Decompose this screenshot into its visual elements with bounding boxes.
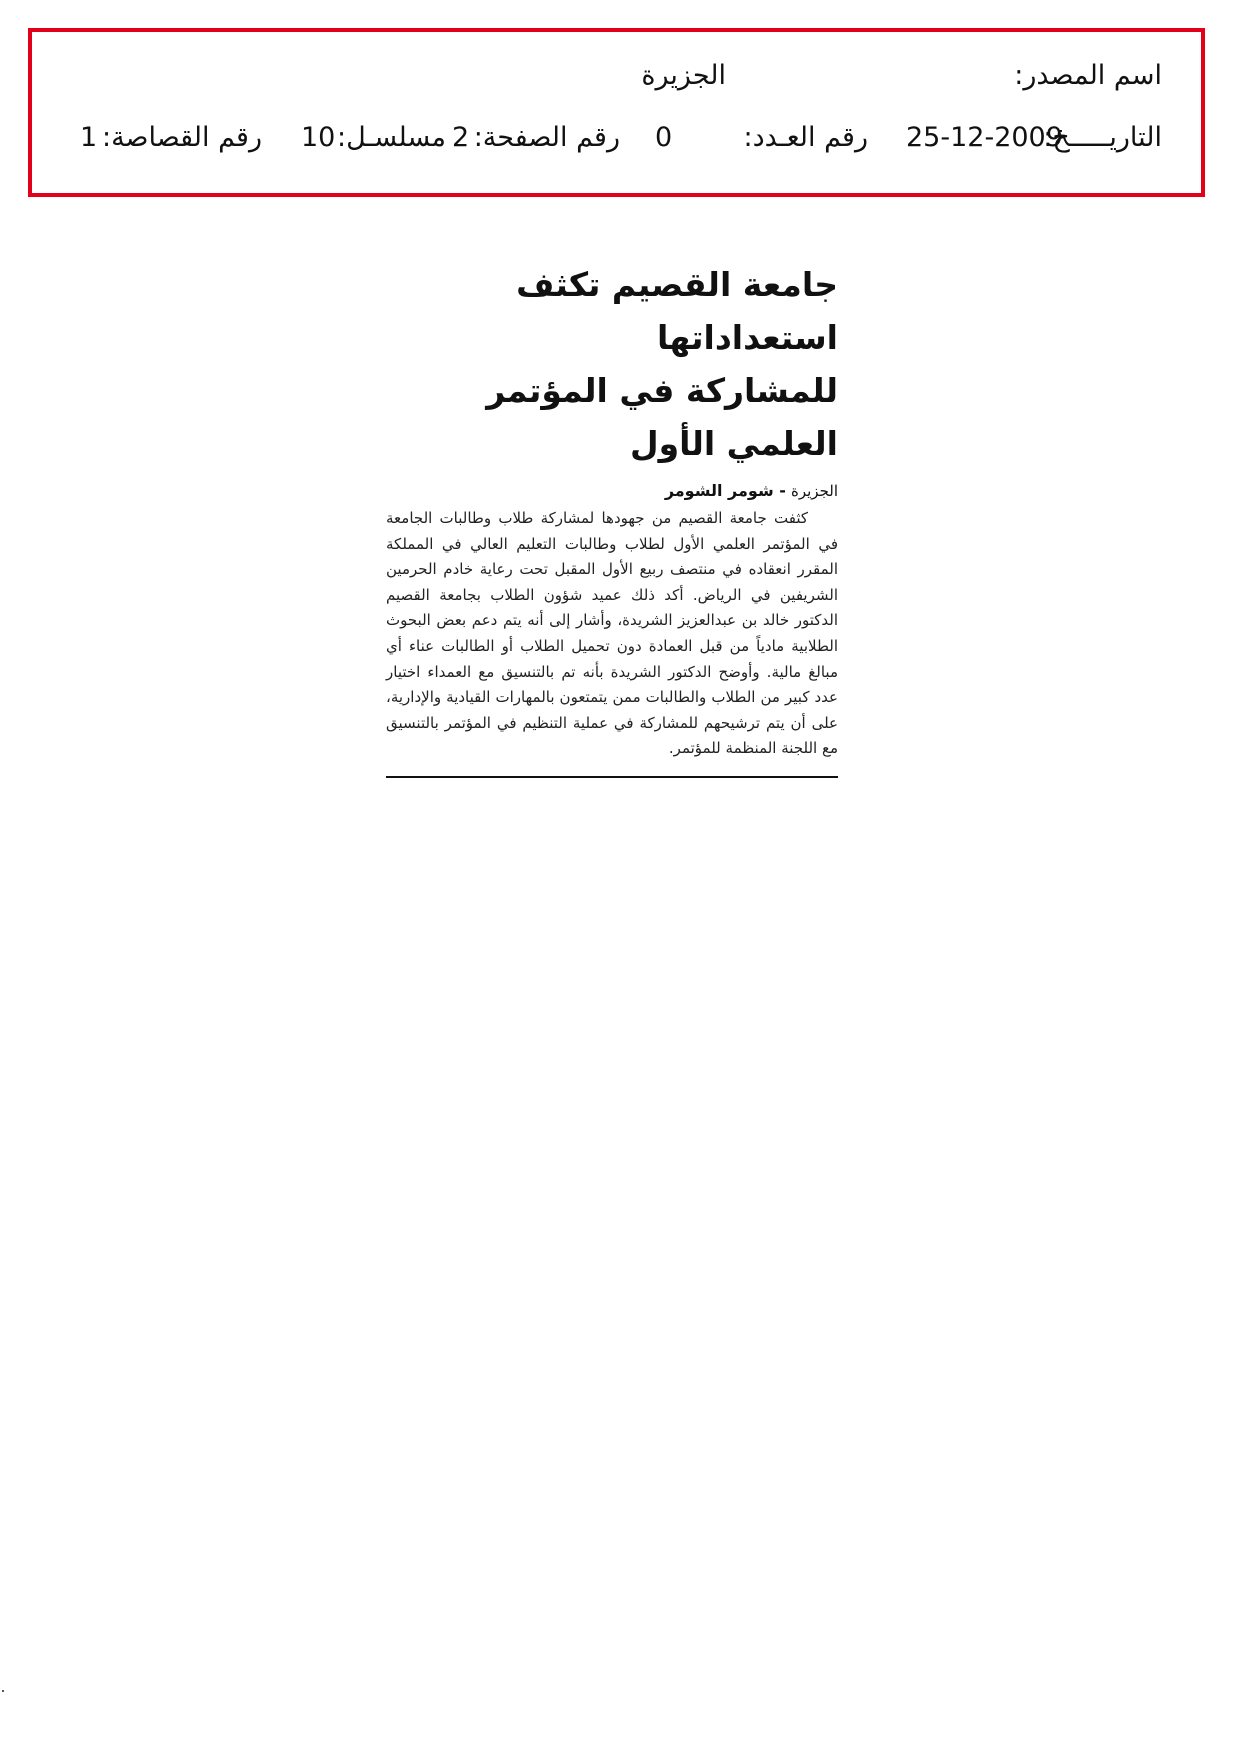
byline	[386, 480, 838, 502]
serial-label: مسلسـل:	[336, 122, 446, 153]
issue-label: رقم العـدد:	[743, 122, 868, 153]
clipping-header-box	[28, 28, 1205, 197]
headline-line-2: للمشاركة في المؤتمر العلمي الأول	[486, 371, 838, 463]
newspaper-logo: الجزيرة	[790, 482, 838, 500]
headline-line-1: جامعة القصيم تكثف استعداداتها	[516, 265, 838, 357]
source-value: الجزيرة	[641, 60, 726, 91]
headline	[386, 258, 838, 470]
scan-speck	[2, 1690, 4, 1692]
issue-value: 0	[655, 122, 673, 153]
date-value: 25-12-2009	[906, 122, 1063, 153]
article-end-rule	[386, 776, 838, 778]
article-body: كثفت جامعة القصيم من جهودها لمشاركة طلاب وطالبات الجامعة في المؤتمر العلمي الأول لطلاب وطالبات التعليم العالي في المملكة المقرر انعقاده في منتصف ربيع الأول المقبل تحت رعاية خادم الحرمين الشريفين في الرياض. أكد ذلك عميد شؤون الطلاب بجامعة القصيم الدكتور خالد بن عبدالعزيز الشريدة، وأشار إلى أنه يتم دعم بعض البحوث الطلابية مادياً من قبل العمادة دون تحميل الطلاب أو الطالبات عناء أي مبالغ مالية. وأوضح الدكتور الشريدة بأنه تم بالتنسيق مع العمداء اختيار عدد كبير من الطلاب والطالبات ممن يتمتعون بالمهارات القيادية والإدارية، على أن يتم ترشيحهم للمشاركة في عملية التنظيم في المؤتمر بالتنسيق مع اللجنة المنظمة للمؤتمر.	[386, 509, 838, 758]
clip-label: رقم القصاصة:	[101, 122, 262, 153]
byline-author: - شومر الشومر	[664, 481, 786, 500]
page-value: 2	[452, 122, 470, 153]
clip-value: 1	[80, 122, 98, 153]
page-label: رقم الصفحة:	[473, 122, 620, 153]
serial-value: 10	[301, 122, 336, 153]
date-label: التاريـــــخ:	[1043, 122, 1162, 153]
article	[386, 258, 838, 778]
source-label: اسم المصدر:	[1014, 60, 1162, 91]
